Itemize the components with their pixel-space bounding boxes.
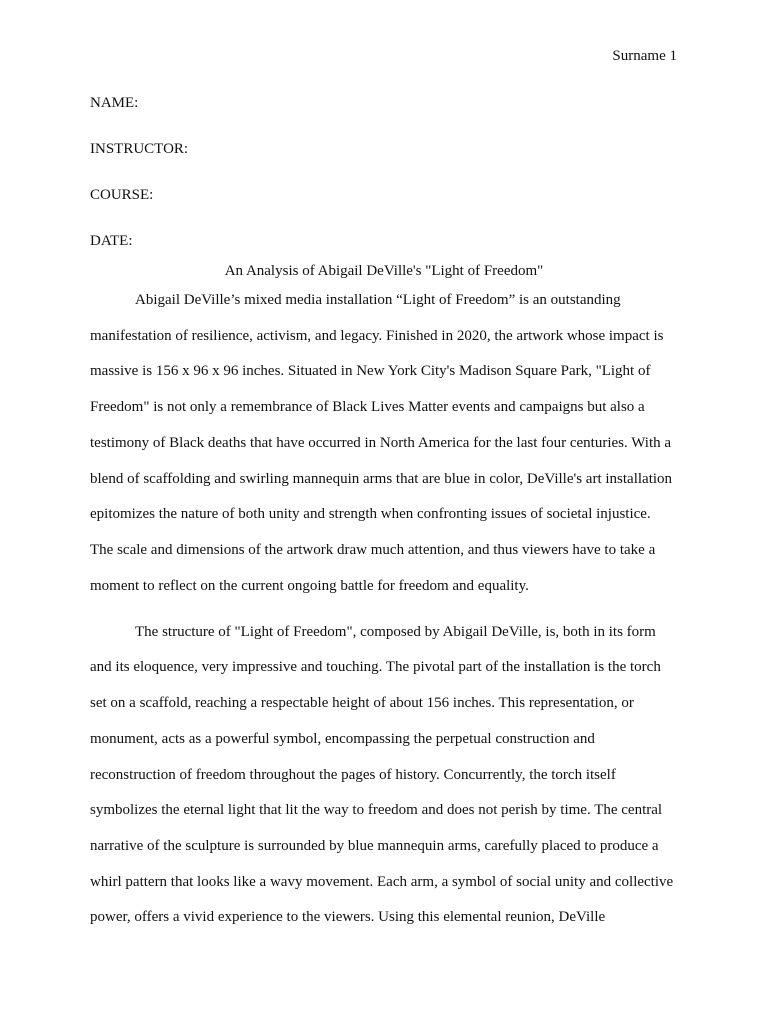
essay-title: An Analysis of Abigail DeVille's "Light of Freedom" bbox=[224, 263, 544, 279]
name-field-label: NAME: bbox=[90, 95, 139, 111]
paragraph-line: The scale and dimensions of the artwork draw much attention, and thus viewers have to take a bbox=[90, 542, 656, 558]
paragraph-line: Abigail DeVille’s mixed media installation “Light of Freedom” is an outstanding bbox=[135, 292, 621, 308]
date-field-label: DATE: bbox=[90, 233, 133, 249]
page-header-surname: Surname 1 bbox=[612, 48, 677, 64]
paragraph-line: symbolizes the eternal light that lit the way to freedom and does not perish by time. The central bbox=[90, 802, 663, 818]
paragraph-line: reconstruction of freedom throughout the pages of history. Concurrently, the torch itself bbox=[90, 767, 616, 783]
paragraph-line: testimony of Black deaths that have occurred in North America for the last four centuries. With a bbox=[90, 435, 672, 451]
paragraph-line: whirl pattern that looks like a wavy movement. Each arm, a symbol of social unity and collective bbox=[90, 874, 674, 890]
paragraph-line: moment to reflect on the current ongoing battle for freedom and equality. bbox=[90, 578, 529, 594]
paragraph-line: power, offers a vivid experience to the viewers. Using this elemental reunion, DeVille bbox=[90, 909, 606, 925]
paragraph-line: Freedom" is not only a remembrance of Black Lives Matter events and campaigns but also a bbox=[90, 399, 645, 415]
paragraph-line: monument, acts as a powerful symbol, encompassing the perpetual construction and bbox=[90, 731, 595, 747]
paragraph-line: and its eloquence, very impressive and touching. The pivotal part of the installation is the torch bbox=[90, 659, 661, 675]
instructor-field-label: INSTRUCTOR: bbox=[90, 141, 189, 157]
paragraph-line: narrative of the sculpture is surrounded by blue mannequin arms, carefully placed to produce a bbox=[90, 838, 659, 854]
course-field-label: COURSE: bbox=[90, 187, 154, 203]
paragraph-line: massive is 156 x 96 x 96 inches. Situated in New York City's Madison Square Park, "Light of bbox=[90, 363, 651, 379]
paragraph-line: The structure of "Light of Freedom", composed by Abigail DeVille, is, both in its form bbox=[135, 624, 656, 640]
paragraph-line: manifestation of resilience, activism, and legacy. Finished in 2020, the artwork whose impact is bbox=[90, 328, 664, 344]
paragraph-line: blend of scaffolding and swirling mannequin arms that are blue in color, DeVille's art installation bbox=[90, 471, 673, 487]
paragraph-line: epitomizes the nature of both unity and strength when confronting issues of societal injustice. bbox=[90, 506, 651, 522]
paragraph-line: set on a scaffold, reaching a respectable height of about 156 inches. This representation, or bbox=[90, 695, 634, 711]
